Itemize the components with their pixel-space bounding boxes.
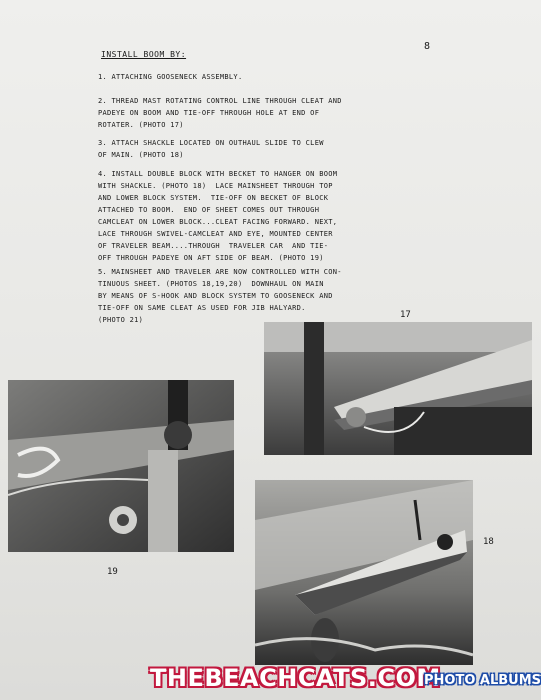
step-text: MAINSHEET AND TRAVELER ARE NOW CONTROLLED WITH CON- TINUOUS SHEET. (PHOTOS 18,19,20) DOWNHAUL ON MAIN BY MEANS OF S-HOOK AND BLOCK SYSTEM TO GOOSENECK AND TIE-OFF ON SAME CLEAT AS USED FOR JIB HALYARD. (PHOTO 21) — [98, 268, 342, 324]
photo-19-image — [8, 380, 234, 552]
step-text: ATTACHING GOOSENECK ASSEMBLY. — [111, 73, 243, 81]
step-text: INSTALL DOUBLE BLOCK WITH BECKET TO HANGER ON BOOM WITH SHACKLE. (PHOTO 18) LACE MAINSHEET THROUGH TOP AND LOWER BLOCK SYSTEM. TIE-OFF ON BECKET OF BLOCK ATTACHED TO BOOM. END OF SHEET COMES OUT THROUGH CAMCLEAT ON LOWER BLOCK...CLEAT FACING FORWARD. NEXT, LACE THROUGH SWIVEL-CAMCLEAT AND EYE, MOUNTED CENTER OF TRAVELER BEAM....THROUGH TRAVELER CAR AND TIE- OFF THROUGH PADEYE ON AFT SIDE OF BEAM. (PHOTO 19) — [98, 170, 338, 262]
photo-19 — [8, 380, 234, 552]
step-text: ATTACH SHACKLE LOCATED ON OUTHAUL SLIDE TO CLEW OF MAIN. (PHOTO 18) — [98, 139, 324, 159]
photo-17 — [264, 322, 532, 455]
photo-17-image — [264, 322, 532, 455]
photo-18 — [255, 480, 473, 665]
step-number: 5. — [98, 268, 108, 276]
step-number: 2. — [98, 97, 108, 105]
step-number: 4. — [98, 170, 108, 178]
page-number: 8 — [424, 41, 431, 52]
photo-18-image — [255, 480, 473, 665]
step-2 — [98, 95, 398, 131]
photo-18-caption: 18 — [483, 537, 494, 547]
step-text: THREAD MAST ROTATING CONTROL LINE THROUGH CLEAT AND PADEYE ON BOOM AND TIE-OFF THROUGH HOLE AT END OF ROTATER. (PHOTO 17) — [98, 97, 342, 129]
step-number: 1. — [98, 73, 108, 81]
photo-17-caption: 17 — [400, 310, 411, 320]
photo-albums-watermark: PHOTO ALBUMS — [424, 673, 541, 688]
step-1 — [98, 71, 398, 83]
step-3 — [98, 137, 398, 161]
step-4 — [98, 168, 398, 264]
photo-19-caption: 19 — [107, 567, 118, 577]
site-watermark: THEBEACHCATS.COM — [150, 664, 441, 692]
step-5 — [98, 266, 398, 326]
step-number: 3. — [98, 139, 108, 147]
section-heading: INSTALL BOOM BY: — [101, 50, 187, 59]
